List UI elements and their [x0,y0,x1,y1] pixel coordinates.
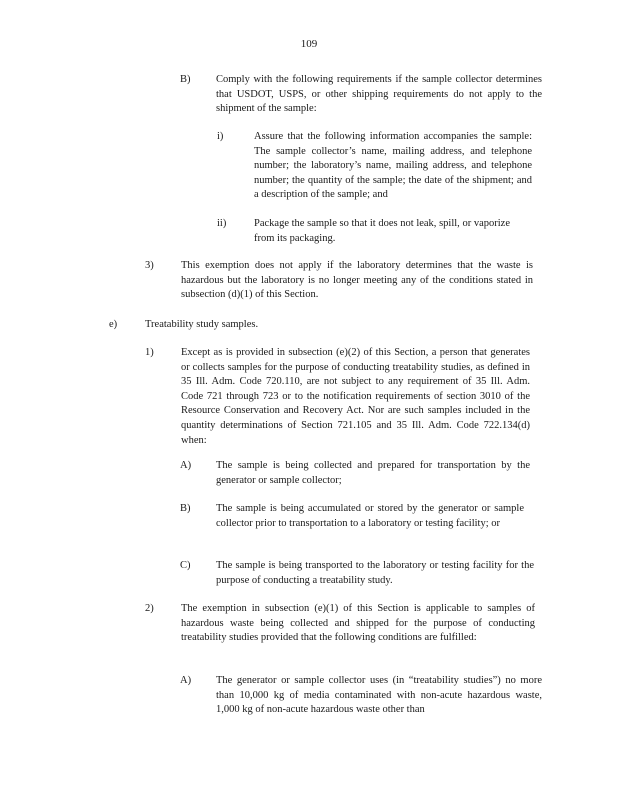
paragraph-text: The sample is being transported to the laboratory or testing facility for the purpose of conducting a treatability study. [216,560,534,586]
paragraph-marker: B) [180,74,191,85]
paragraph-text: The exemption in subsection (e)(1) of this Section is applicable to samples of hazardous waste being collected and shipped for the purpose of conducting treatability studies provided that the following conditions are fulfilled: [181,603,535,644]
page-number: 109 [300,38,318,50]
paragraph-text: The generator or sample collector uses (in “treatability studies”) no more than 10,000 kg of media contaminated with non-acute hazardous waste, 1,000 kg of non-acute hazardous waste other than [216,675,542,716]
paragraph-marker: 2) [145,603,154,614]
paragraph-marker: A) [180,460,192,471]
paragraph-marker: B) [180,503,191,514]
paragraph-marker: C) [180,560,191,571]
section-marker: e) [109,319,118,330]
paragraph-text: The sample is being collected and prepared for transportation by the generator or sample collector; [216,460,530,486]
paragraph-marker: 3) [145,260,154,271]
paragraph-marker: A) [180,675,192,686]
paragraph-text: Assure that the following information accompanies the sample: The sample collector’s name, mailing address, and telephone number; the laboratory’s name, mailing address, and telephone number; the quantity of the sample; the date of the shipment; and a description of the sample; and [254,131,532,201]
paragraph-marker: ii) [217,218,227,229]
paragraph-text: Package the sample so that it does not leak, spill, or vaporize from its packaging. [254,218,510,244]
paragraph-marker: i) [217,131,224,142]
paragraph-text: The sample is being accumulated or stored by the generator or sample collector prior to transportation to a laboratory or testing facility; or [216,503,524,529]
paragraph-text: Comply with the following requirements if the sample collector determines that USDOT, USPS, or other shipping requirements do not apply to the shipment of the sample: [216,74,542,115]
paragraph-text: This exemption does not apply if the laboratory determines that the waste is hazardous but the laboratory is no longer meeting any of the conditions stated in subsection (d)(1) of this Section. [181,260,533,301]
paragraph-text: Except as is provided in subsection (e)(2) of this Section, a person that generates or collects samples for the purpose of conducting treatability studies, as defined in 35 Ill. Adm. Code 720.110, are not subject to any requirement of 35 Ill. Adm. Code 721 through 723 or to the notification requirements of section 3010 of the Resource Conservation and Recovery Act. Nor are such samples included in the quantity determinations of Section 721.105 and 35 Ill. Adm. Code 722.134(d) when: [181,347,530,446]
paragraph-marker: 1) [145,347,154,358]
section-heading-text: Treatability study samples. [145,319,259,330]
